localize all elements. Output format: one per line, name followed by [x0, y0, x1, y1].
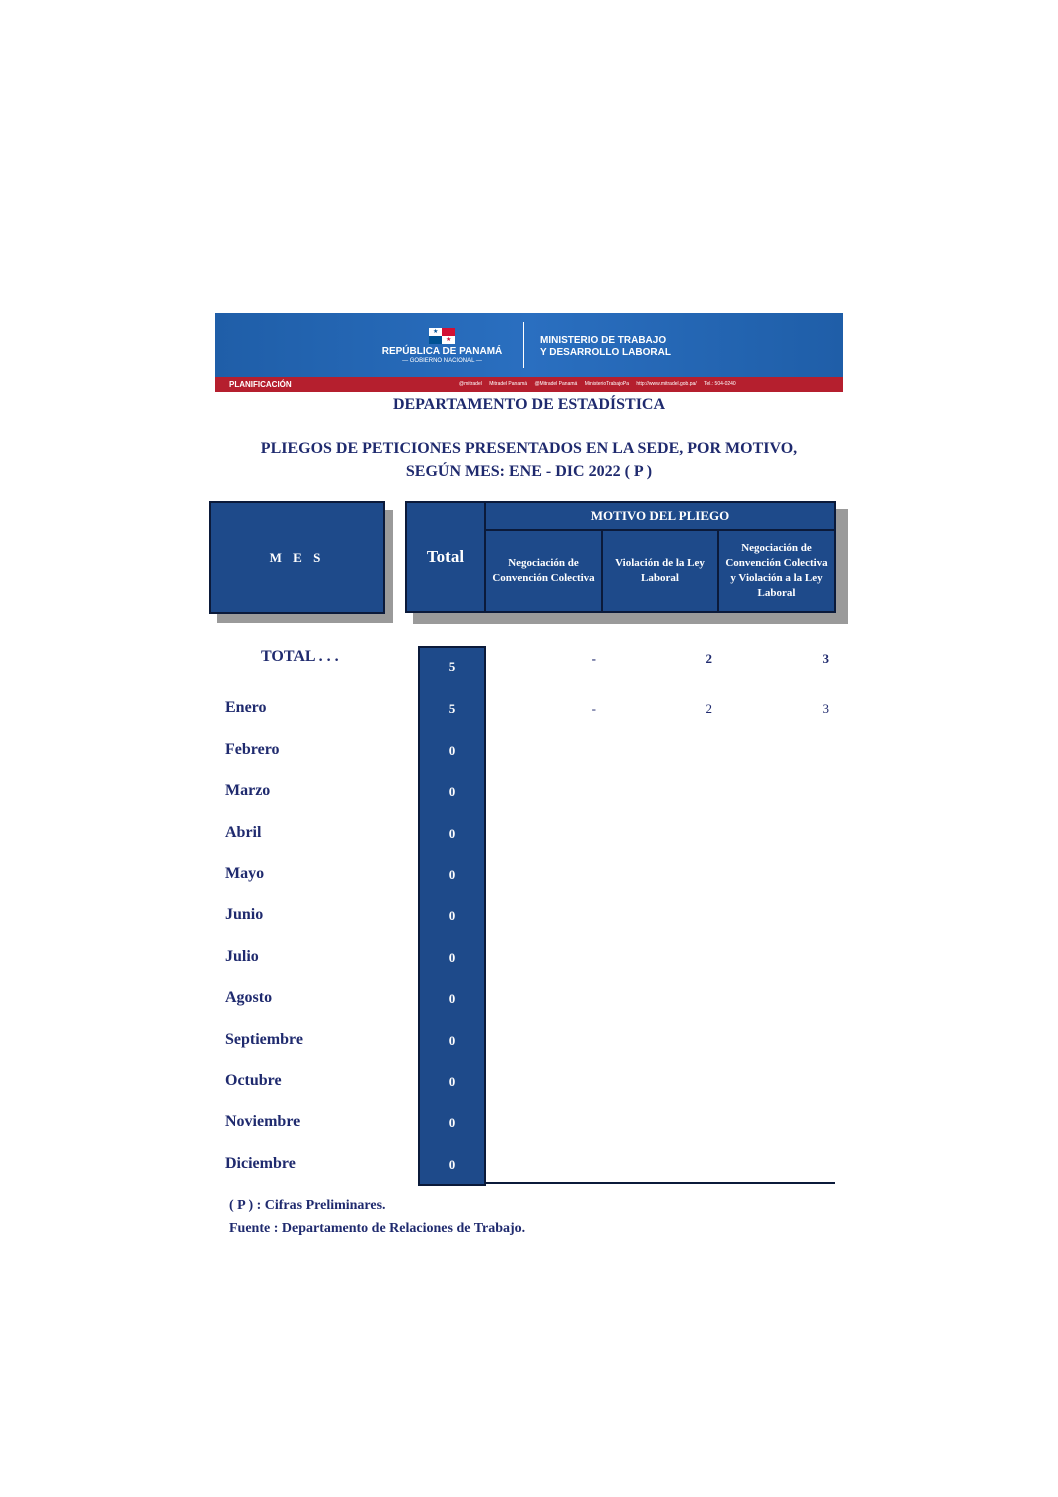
month-label: Junio: [225, 906, 264, 923]
total-row-ambos: 3: [822, 651, 829, 666]
banner-bottom-bar: [215, 377, 843, 392]
month-total: 5: [448, 701, 456, 716]
month-label: Enero: [225, 699, 267, 716]
month-label: Octubre: [225, 1072, 282, 1089]
ministry-name-line1: MINISTERIO DE TRABAJO: [540, 335, 667, 346]
total-row-total: 5: [448, 659, 456, 674]
social-links: [459, 378, 742, 391]
subheader-violacion: Violación de la Ley Laboral: [601, 529, 719, 613]
government-label: — GOBIERNO NACIONAL —: [402, 358, 482, 364]
month-total: 0: [448, 743, 456, 758]
month-total: 0: [448, 826, 456, 841]
preliminary-note: ( P ) : Cifras Preliminares.: [229, 1198, 386, 1213]
month-total: 0: [448, 1074, 456, 1089]
total-row-label: TOTAL . . .: [261, 648, 339, 665]
banner-divider: [523, 322, 524, 368]
panama-flag-icon: ★ ★: [429, 328, 455, 344]
country-name: REPÚBLICA DE PANAMÁ: [381, 346, 503, 357]
section-label: PLANIFICACIÓN: [229, 380, 292, 389]
subheader-negociacion-violacion: Negociación de Convención Colectiva y Violación a la Ley Laboral: [717, 529, 836, 613]
month-total: 0: [448, 784, 456, 799]
report-title-line1: PLIEGOS DE PETICIONES PRESENTADOS EN LA SEDE, POR MOTIVO,: [260, 440, 798, 457]
month-label: Febrero: [225, 741, 280, 758]
month-total: 0: [448, 1157, 456, 1172]
source-note: Fuente : Departamento de Relaciones de Trabajo.: [229, 1221, 526, 1236]
website-url: http://www.mitradel.gob.pa/: [636, 381, 697, 387]
subheader-negociacion: Negociación de Convención Colectiva: [484, 529, 603, 613]
month-total: 0: [448, 1033, 456, 1048]
month-total: 0: [448, 1115, 456, 1130]
facebook-handle: Mitradel Panamá: [489, 381, 528, 387]
header-mes: M E S: [209, 501, 385, 614]
month-label: Marzo: [225, 782, 271, 799]
month-total: 0: [448, 991, 456, 1006]
banner-top: [215, 313, 843, 377]
month-ambos: 3: [822, 701, 829, 716]
youtube-handle: MinisterioTrabajoPa: [584, 381, 629, 387]
ministry-name-line2: Y DESARROLLO LABORAL: [540, 347, 671, 358]
month-label: Mayo: [225, 865, 265, 882]
header-motivo: MOTIVO DEL PLIEGO: [484, 501, 836, 531]
instagram-handle: @Mitradel Panamá: [534, 381, 578, 387]
total-row-negociacion: -: [591, 651, 596, 666]
month-label: Abril: [225, 824, 262, 841]
total-row-violacion: 2: [705, 651, 712, 666]
month-label: Septiembre: [225, 1031, 303, 1048]
phone-number: Tel.: 504-0240: [704, 381, 736, 387]
month-total: 0: [448, 867, 456, 882]
table-bottom-rule: [485, 1182, 835, 1184]
month-label: Julio: [225, 948, 259, 965]
month-total: 0: [448, 908, 456, 923]
month-label: Agosto: [225, 989, 273, 1006]
header-banner: [215, 313, 843, 392]
month-label: Diciembre: [225, 1155, 296, 1172]
month-violacion: 2: [705, 701, 712, 716]
month-total: 0: [448, 950, 456, 965]
month-negociacion: -: [591, 701, 596, 716]
twitter-handle: @mitradel: [459, 381, 482, 387]
report-title-line2: SEGÚN MES: ENE - DIC 2022 ( P ): [405, 463, 653, 480]
header-total: Total: [405, 501, 486, 613]
month-label: Noviembre: [225, 1113, 301, 1130]
department-title: DEPARTAMENTO DE ESTADÍSTICA: [392, 396, 666, 413]
